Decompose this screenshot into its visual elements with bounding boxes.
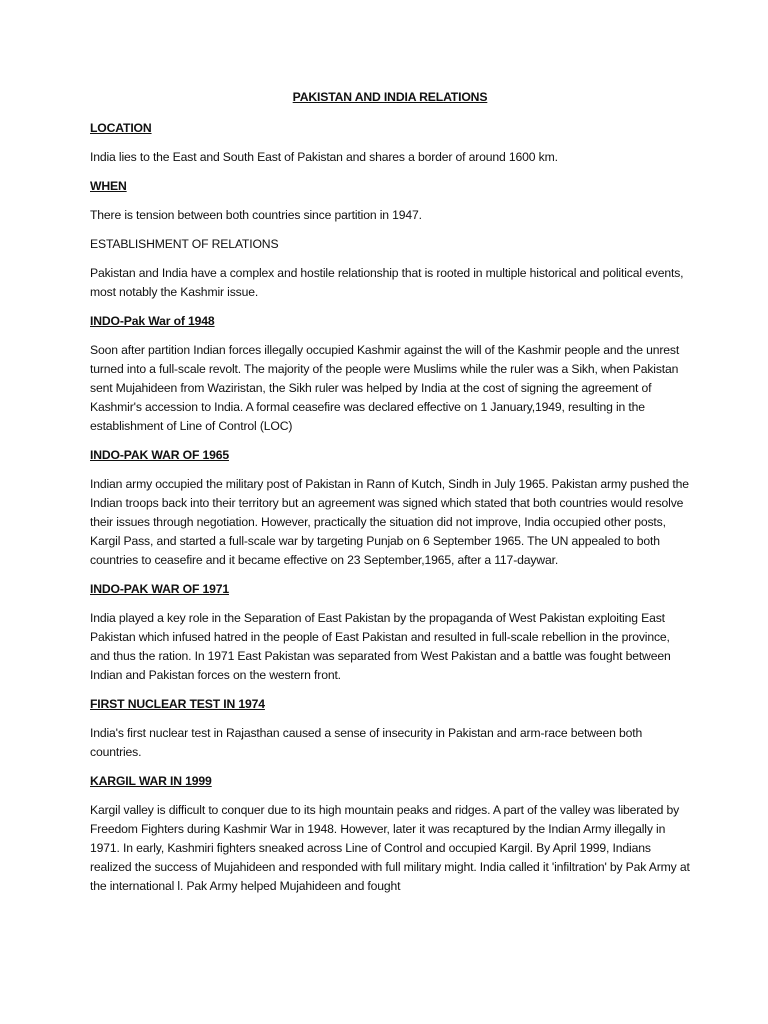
section-text-nuclear-test: India's first nuclear test in Rajasthan caused a sense of insecurity in Pakistan and arm-race between both countries.	[90, 726, 643, 759]
section-text-war-1948: Soon after partition Indian forces illegally occupied Kashmir against the will of the Kashmir people and the unrest turned into a full-scale revolt. The majority of the people were Muslims while the ruler was a Sikh, when Pakistan sent Mujahideen from Waziristan, the Sikh ruler was helped by India at the cost of signing the agreement of Kashmir's accession to India. A formal ceasefire was declared effective on 1 January,1949, resulting in the establishment of Line of Control (LOC)	[90, 343, 680, 433]
document-page	[90, 88, 690, 906]
section-heading-kargil-war: KARGIL WAR IN 1999	[90, 774, 212, 788]
section-heading-establishment: ESTABLISHMENT OF RELATIONS	[90, 237, 279, 251]
section-heading-war-1965: INDO-PAK WAR OF 1965	[90, 448, 229, 462]
section-heading-when: WHEN	[90, 179, 127, 193]
section-text-establishment: Pakistan and India have a complex and hostile relationship that is rooted in multiple historical and political events, most notably the Kashmir issue.	[90, 266, 684, 299]
section-heading-nuclear-test: FIRST NUCLEAR TEST IN 1974	[90, 697, 265, 711]
document-title: PAKISTAN AND INDIA RELATIONS	[292, 90, 488, 104]
section-text-war-1971: India played a key role in the Separation of East Pakistan by the propaganda of West Pakistan exploiting East Pakistan which infused hatred in the people of East Pakistan and resulted in full-scale rebellion in the province, and thus the ration. In 1971 East Pakistan was separated from West Pakistan and a battle was fought between Indian and Pakistan forces on the western front.	[90, 611, 671, 682]
section-heading-location: LOCATION	[90, 121, 152, 135]
section-heading-war-1971: INDO-PAK WAR OF 1971	[90, 582, 229, 596]
section-text-kargil-war: Kargil valley is difficult to conquer due to its high mountain peaks and ridges. A part of the valley was liberated by Freedom Fighters during Kashmir War in 1948. However, later it was recaptured by the Indian Army illegally in 1971. In early, Kashmiri fighters sneaked across Line of Control and occupied Kargil. By April 1999, Indians realized the success of Mujahideen and responded with full military might. India called it 'infiltration' by Pak Army at the international l. Pak Army helped Mujahideen and fought	[90, 803, 690, 893]
section-text-war-1965: Indian army occupied the military post of Pakistan in Rann of Kutch, Sindh in July 1965. Pakistan army pushed the Indian troops back into their territory but an agreement was signed which stated that both countries would resolve their issues through negotiation. However, practically the situation did not improve, India occupied other posts, Kargil Pass, and started a full-scale war by targeting Punjab on 6 September 1965. The UN appealed to both countries to ceasefire and it became effective on 23 September,1965, after a 117-daywar.	[90, 477, 689, 567]
section-text-when: There is tension between both countries since partition in 1947.	[90, 208, 422, 222]
section-text-location: India lies to the East and South East of Pakistan and shares a border of around 1600 km.	[90, 150, 558, 164]
section-heading-war-1948: INDO-Pak War of 1948	[90, 314, 215, 328]
